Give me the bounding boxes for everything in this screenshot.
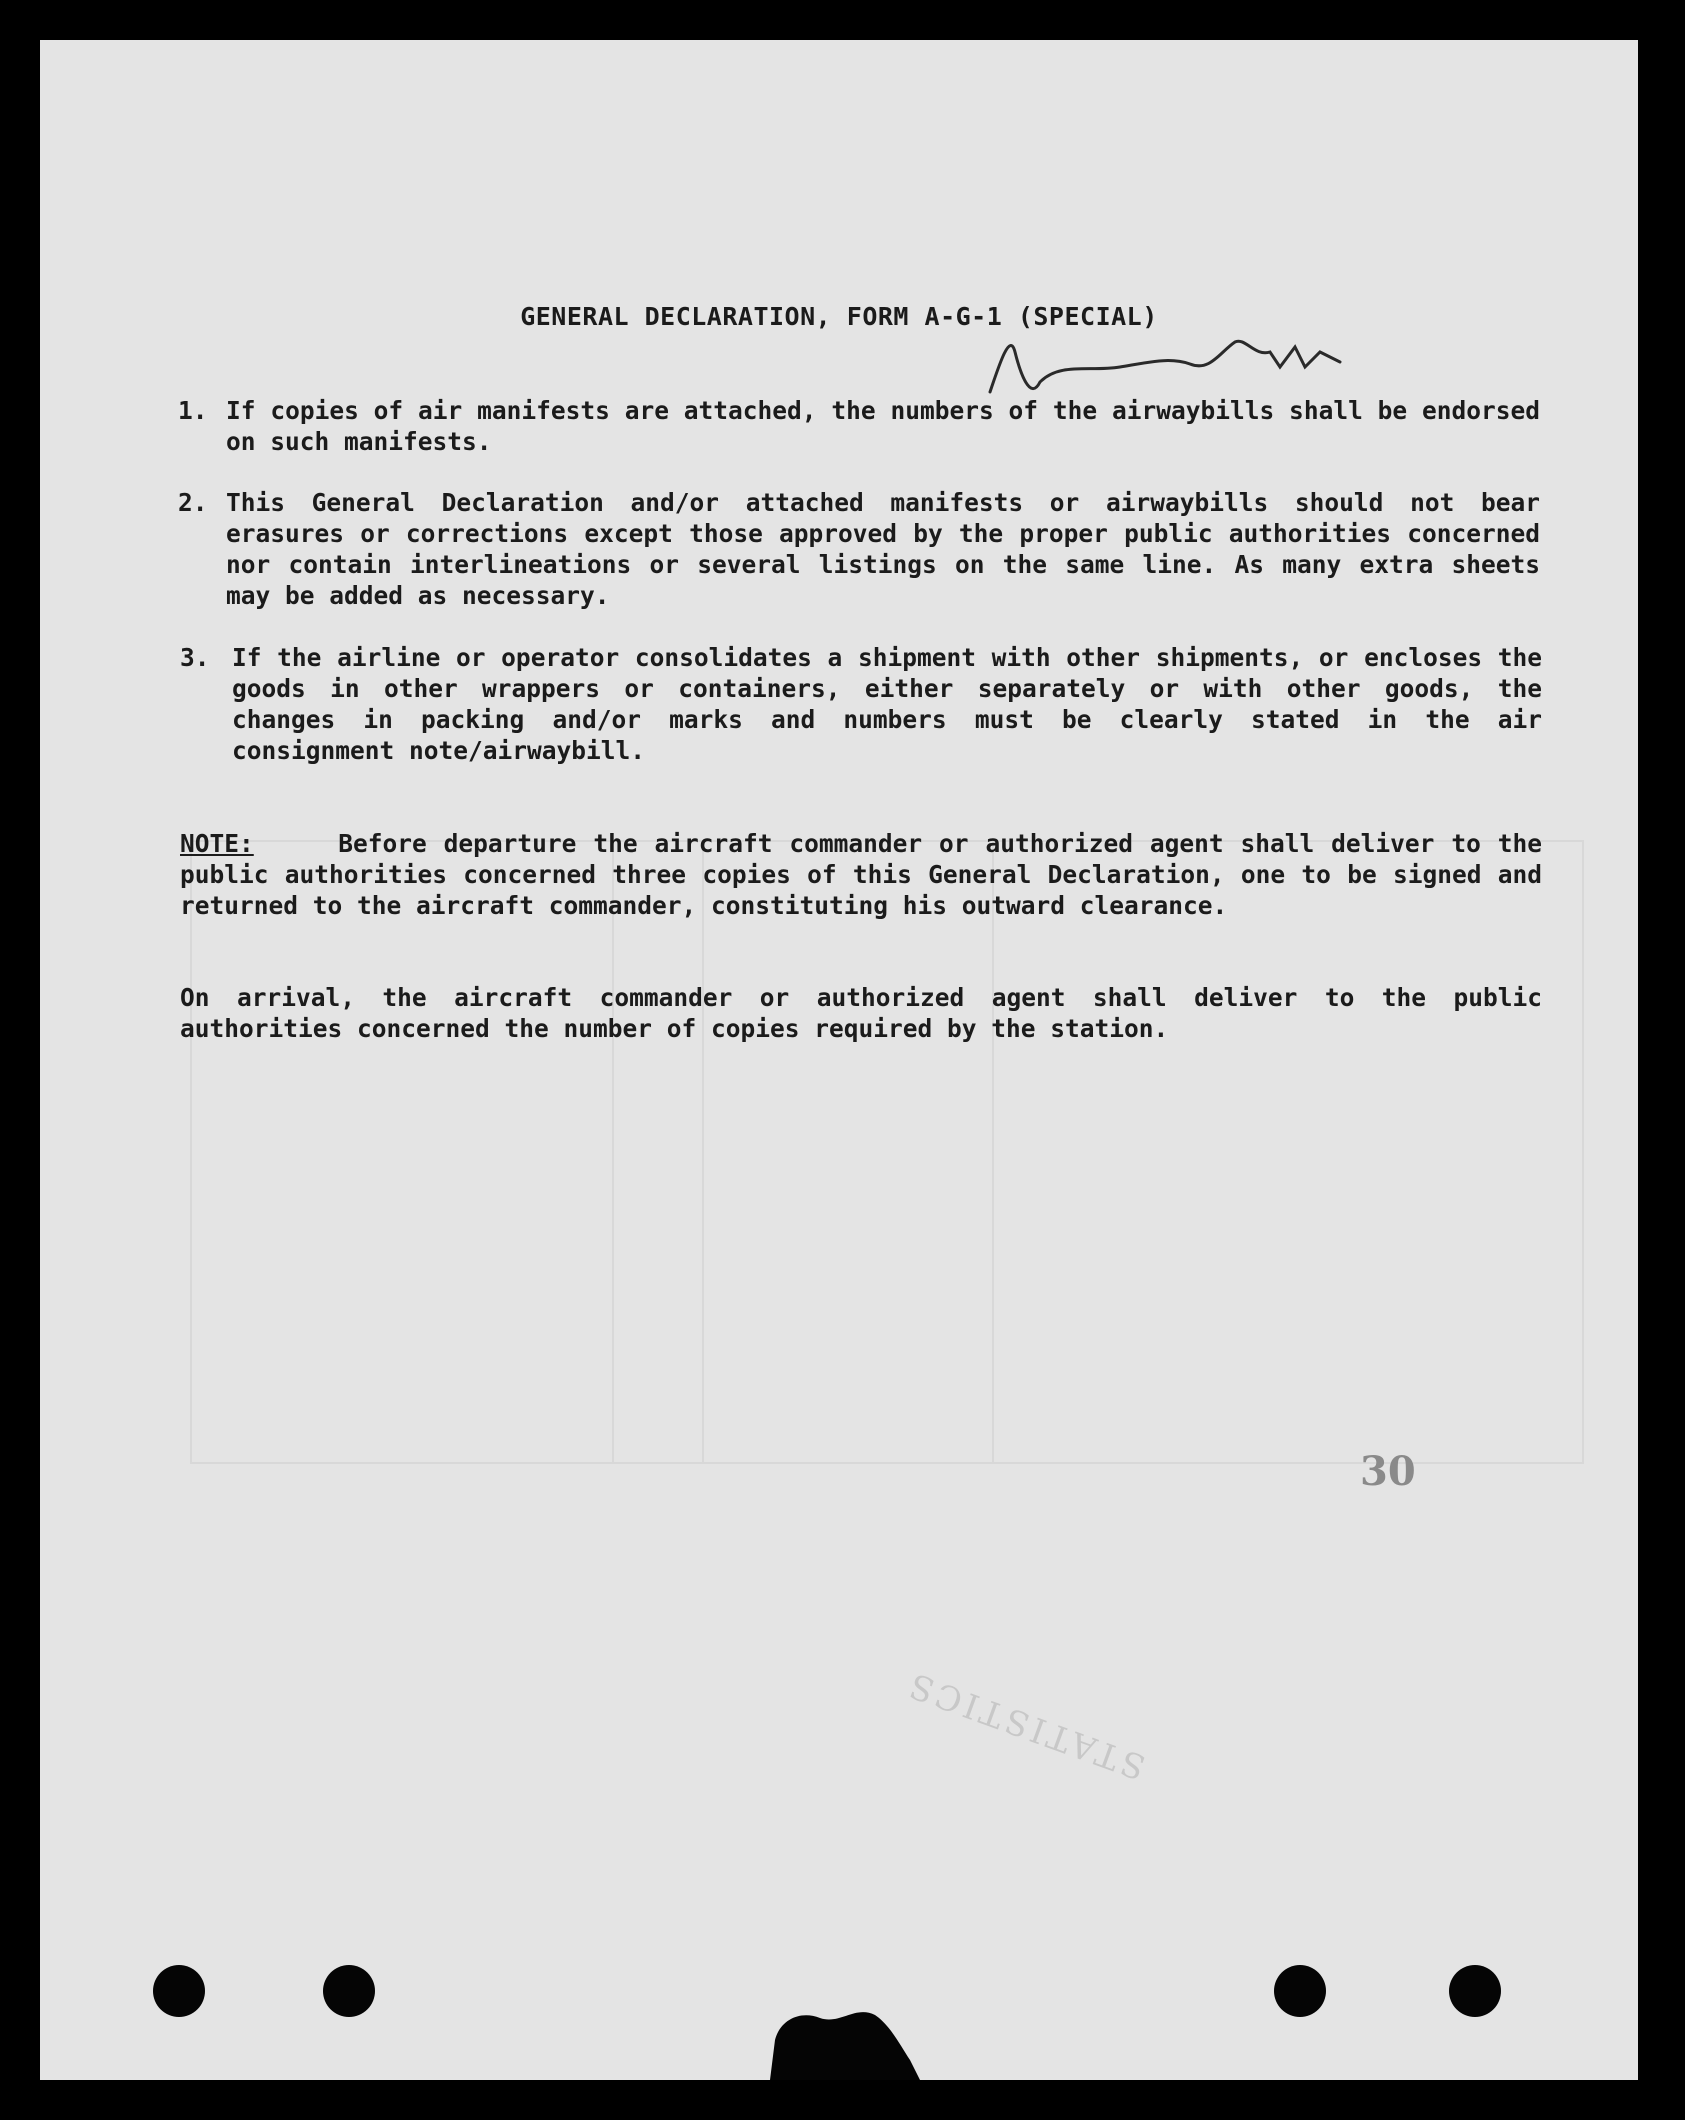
instruction-text: If the airline or operator consolidates a shipment with other shipments, or encloses the goods in other wrappers or containers, either separately or with other goods, the changes in packing and/or marks and numbers must be clearly stated in the air consignment note/airwaybill. [232,643,1542,765]
note-paragraph [180,828,1542,921]
bleed-through-column [702,842,704,1462]
bleed-through-column [612,842,614,1462]
punch-hole [1449,1965,1501,2017]
instruction-number: 3. [180,643,210,672]
note-text: Before departure the aircraft commander or authorized agent shall deliver to the public authorities concerned three copies of this General Declaration, one to be signed and returned to the aircraft commander, constituting his outward clearance. [180,829,1542,920]
bleed-through-stamp: STATISTICS [900,1663,1151,1787]
instruction-number: 2. [178,488,208,517]
instruction-text: If copies of air manifests are attached, the numbers of the airwaybills shall be endorsed on such manifests. [226,396,1540,456]
punch-hole [1274,1965,1326,2017]
bleed-through-table [190,840,1584,1464]
instruction-number: 1. [178,396,208,425]
document-page [40,40,1638,2080]
instruction-text: This General Declaration and/or attached manifests or airwaybills should not bear erasures or corrections except those approved by the proper public authorities concerned nor contain interlineations or several listings on the same line. As many extra sheets may be added as necessary. [226,488,1540,610]
arrival-paragraph: On arrival, the aircraft commander or authorized agent shall deliver to the public authorities concerned the number of copies required by the station. [180,983,1542,1043]
bleed-through-column [992,842,994,1462]
punch-hole [323,1965,375,2017]
torn-edge-mark [760,2000,930,2080]
document-title: GENERAL DECLARATION, FORM A-G-1 (SPECIAL) [520,302,1158,331]
note-label: NOTE: [180,829,254,858]
punch-hole [153,1965,205,2017]
page-number: 30 [1360,1448,1416,1495]
